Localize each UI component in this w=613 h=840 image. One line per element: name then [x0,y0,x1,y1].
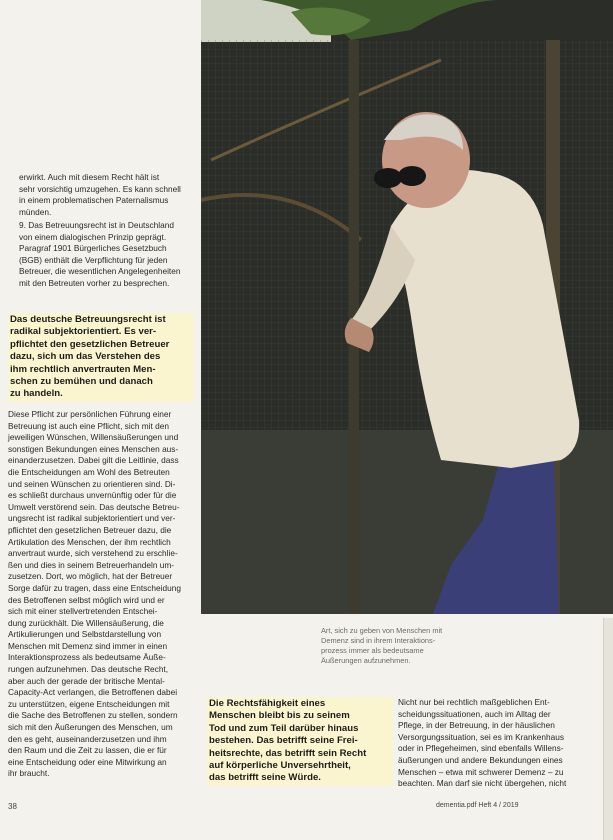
photo-man-with-sunglasses [201,0,613,614]
photo-caption: Art, sich zu geben von Menschen mit Demenz sind in ihrem Interaktions- prozess immer als bedeutsame Äußerungen aufzunehmen. [321,626,443,665]
pull-quote-left: Das deutsche Betreuungsrecht ist radikal subjektorientiert. Es ver- pflichtet den gesetzlichen Betreuer dazu, sich um das Verstehen des ihm rechtlich anvertrauten Men- schen zu bemühen und danach zu handeln. [8,313,194,402]
page-edge [603,618,613,840]
right-column-paragraph: Nicht nur bei rechtlich maßgeblichen Ent- scheidungssituationen, auch im Alltag der Pflege, in der Betreuung, in der häuslichen Versorgungssituation, sei es im Krankenhaus oder in Pflegeheimen, sind ebenfalls Willens- äußerungen und andere Bekundungen eines Menschen – etwa mit schwerer Demenz – zu beachten. Man darf sie nicht übergehen, nicht [398,697,567,789]
photo-illustration [201,0,613,614]
pull-quote-bottom: Die Rechtsfähigkeit eines Menschen bleibt bis zu seinem Tod und zum Teil darüber hinaus bestehen. Das betrifft seine Frei- heitsrechte, das betrifft sein Recht auf körperliche Unversehrtheit, das betrifft seine Würde. [207,697,393,786]
body-paragraph: Diese Pflicht zur persönlichen Führung einer Betreuung ist auch eine Pflicht, sich mit den jeweiligen Wünschen, Willensäußerungen und sonstigen Bekundungen eines Menschen aus- einanderzusetzen. Dabei gilt die Leitlinie, dass die Entscheidungen am Wohl des Betreuten und seinen Wünschen zu orientieren sind. Di- es schließt durchaus unvernünftig oder für die Umwelt verstörend sein. Das deutsche Betreu- ungsrecht ist radikal subjektorientiert und ver- pflichtet den gesetzlichen Betreuer dazu, die Artikulation des Menschen, der ihm rechtlich anvertraut wurde, sich verstehend zu erschlie- ßen und dies in seinem Betreuerhandeln um- zusetzen. Dort, wo möglich, hat der Betreuer Sorge dafür zu tragen, dass eine Entscheidung des Betroffenen selbst möglich wird und er sich mit einer stellvertretenden Entschei- dung zurückhält. Die Willensäußerung, die Artikulierungen und Selbstdarstellung von Menschen mit Demenz sind immer in einen Interaktionsprozess als bedeutsame Äuße- rungen aufzunehmen. Das deutsche Recht, aber auch der gerade der britische Mental- Capacity-Act verlangen, die Betroffenen dabei zu unterstützen, eigene Entscheidungen mit die Sache des Betroffenen zu stellen, sondern sich mit den Äußerungen des Menschen, um den es geht, auseinanderzusetzen und ihm den Raum und die Zeit zu lassen, die er für eine Entscheidung oder eine Mitwirkung an ihr braucht. [8,409,181,779]
point-9-paragraph: 9. Das Betreuungsrecht ist in Deutschland von einem dialogischen Prinzip geprägt. Paragraf 1901 Bürgerliches Gesetzbuch (BGB) enthält die Verpflichtung für jeden Betreuer, die wesentlichen Angelegenheiten mit den Betreuten vorher zu besprechen. [19,220,181,288]
publication-footer: dementia.pdf Heft 4 / 2019 [436,802,519,809]
page-number: 38 [8,802,17,811]
intro-paragraph: erwirkt. Auch mit diesem Recht hält ist sehr vorsichtig umzugehen. Es kann schnell in einem problematischen Paternalismus münden. [19,172,181,217]
